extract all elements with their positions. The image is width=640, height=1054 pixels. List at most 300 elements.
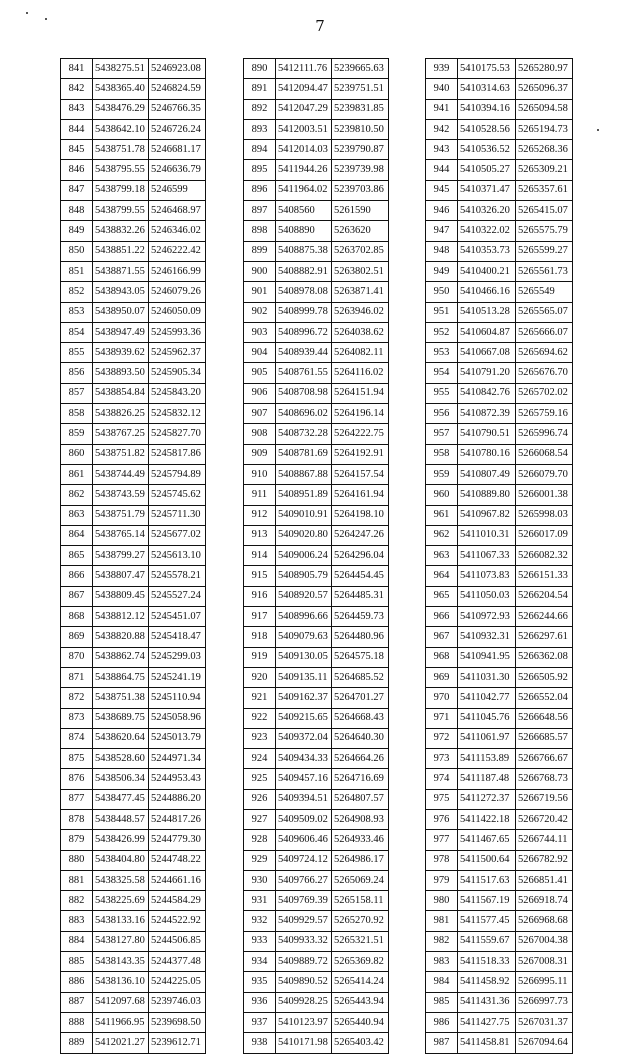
table-row — [426, 99, 573, 119]
x-coordinate-cell: 5409372.04 — [276, 728, 332, 748]
table-row — [61, 931, 206, 951]
y-coordinate-cell: 5266001.38 — [516, 485, 573, 505]
table-row — [426, 343, 573, 363]
table-row — [61, 850, 206, 870]
point-number-cell: 871 — [61, 667, 93, 687]
point-number-cell: 982 — [426, 931, 458, 951]
x-coordinate-cell: 5408890 — [276, 221, 332, 241]
x-coordinate-cell: 5412014.03 — [276, 140, 332, 160]
point-number-cell: 916 — [244, 586, 276, 606]
y-coordinate-cell: 5266082.32 — [516, 546, 573, 566]
x-coordinate-cell: 5410123.97 — [276, 1012, 332, 1032]
table-row — [426, 850, 573, 870]
x-coordinate-cell: 5438127.80 — [93, 931, 149, 951]
y-coordinate-cell: 5246346.02 — [149, 221, 206, 241]
point-number-cell: 949 — [426, 261, 458, 281]
point-number-cell: 921 — [244, 688, 276, 708]
table-row — [426, 1033, 573, 1053]
y-coordinate-cell: 5245962.37 — [149, 343, 206, 363]
x-coordinate-cell: 5410790.51 — [458, 424, 516, 444]
point-number-cell: 856 — [61, 363, 93, 383]
point-number-cell: 939 — [426, 59, 458, 79]
y-coordinate-cell: 5244584.29 — [149, 891, 206, 911]
point-number-cell: 915 — [244, 566, 276, 586]
x-coordinate-cell: 5438136.10 — [93, 972, 149, 992]
x-coordinate-cell: 5410807.49 — [458, 464, 516, 484]
table-row — [244, 870, 389, 890]
point-number-cell: 967 — [426, 627, 458, 647]
point-number-cell: 953 — [426, 343, 458, 363]
y-coordinate-cell: 5245832.12 — [149, 404, 206, 424]
x-coordinate-cell: 5411431.36 — [458, 992, 516, 1012]
table-row — [244, 363, 389, 383]
table-row — [61, 363, 206, 383]
point-number-cell: 981 — [426, 911, 458, 931]
y-coordinate-cell: 5261590 — [332, 201, 389, 221]
table-row — [61, 505, 206, 525]
table-row — [426, 749, 573, 769]
y-coordinate-cell: 5265561.73 — [516, 261, 573, 281]
table-row — [426, 688, 573, 708]
y-coordinate-cell: 5246079.26 — [149, 282, 206, 302]
x-coordinate-cell: 5410326.20 — [458, 201, 516, 221]
table-row — [61, 667, 206, 687]
table-row — [61, 383, 206, 403]
x-coordinate-cell: 5438851.22 — [93, 241, 149, 261]
x-coordinate-cell: 5410171.98 — [276, 1033, 332, 1053]
table-row — [426, 404, 573, 424]
x-coordinate-cell: 5438767.25 — [93, 424, 149, 444]
y-coordinate-cell: 5264807.57 — [332, 789, 389, 809]
table-row — [61, 607, 206, 627]
x-coordinate-cell: 5438448.57 — [93, 809, 149, 829]
point-number-cell: 877 — [61, 789, 93, 809]
table-row — [244, 667, 389, 687]
x-coordinate-cell: 5412111.76 — [276, 59, 332, 79]
point-number-cell: 983 — [426, 952, 458, 972]
x-coordinate-cell: 5410872.39 — [458, 404, 516, 424]
table-row — [244, 424, 389, 444]
y-coordinate-cell: 5265694.62 — [516, 343, 573, 363]
table-row — [244, 688, 389, 708]
y-coordinate-cell: 5264716.69 — [332, 769, 389, 789]
point-number-cell: 851 — [61, 261, 93, 281]
x-coordinate-cell: 5410941.95 — [458, 647, 516, 667]
y-coordinate-cell: 5264161.94 — [332, 485, 389, 505]
point-number-cell: 845 — [61, 140, 93, 160]
table-row — [61, 221, 206, 241]
point-number-cell: 898 — [244, 221, 276, 241]
scan-speck — [26, 12, 28, 14]
scan-speck — [45, 18, 47, 20]
table-row — [244, 322, 389, 342]
point-number-cell: 987 — [426, 1033, 458, 1053]
x-coordinate-cell: 5411045.76 — [458, 708, 516, 728]
table-row — [426, 972, 573, 992]
x-coordinate-cell: 5409020.80 — [276, 525, 332, 545]
point-number-cell: 844 — [61, 119, 93, 139]
x-coordinate-cell: 5410667.08 — [458, 343, 516, 363]
table-row — [426, 302, 573, 322]
x-coordinate-cell: 5410353.73 — [458, 241, 516, 261]
x-coordinate-cell: 5438528.60 — [93, 749, 149, 769]
point-number-cell: 923 — [244, 728, 276, 748]
table-row — [426, 282, 573, 302]
y-coordinate-cell: 5245110.94 — [149, 688, 206, 708]
table-row — [61, 891, 206, 911]
y-coordinate-cell: 5245993.36 — [149, 322, 206, 342]
y-coordinate-cell: 5265759.16 — [516, 404, 573, 424]
table-row — [426, 140, 573, 160]
point-number-cell: 859 — [61, 424, 93, 444]
y-coordinate-cell: 5264454.45 — [332, 566, 389, 586]
point-number-cell: 940 — [426, 79, 458, 99]
table-row — [244, 1012, 389, 1032]
table-row — [244, 383, 389, 403]
x-coordinate-cell: 5408761.55 — [276, 363, 332, 383]
y-coordinate-cell: 5265403.42 — [332, 1033, 389, 1053]
x-coordinate-cell: 5411517.63 — [458, 870, 516, 890]
table-row — [244, 201, 389, 221]
x-coordinate-cell: 5411073.83 — [458, 566, 516, 586]
y-coordinate-cell: 5246222.42 — [149, 241, 206, 261]
x-coordinate-cell: 5409215.65 — [276, 708, 332, 728]
y-coordinate-cell: 5246726.24 — [149, 119, 206, 139]
x-coordinate-cell: 5411153.89 — [458, 749, 516, 769]
y-coordinate-cell: 5265702.02 — [516, 383, 573, 403]
point-number-cell: 964 — [426, 566, 458, 586]
y-coordinate-cell: 5263620 — [332, 221, 389, 241]
y-coordinate-cell: 5246166.99 — [149, 261, 206, 281]
table-row — [244, 627, 389, 647]
point-number-cell: 944 — [426, 160, 458, 180]
y-coordinate-cell: 5266017.09 — [516, 525, 573, 545]
table-row — [61, 546, 206, 566]
table-row — [426, 546, 573, 566]
y-coordinate-cell: 5266744.11 — [516, 830, 573, 850]
x-coordinate-cell: 5410536.52 — [458, 140, 516, 160]
y-coordinate-cell: 5264192.91 — [332, 444, 389, 464]
y-coordinate-cell: 5266505.92 — [516, 667, 573, 687]
y-coordinate-cell: 5266244.66 — [516, 607, 573, 627]
y-coordinate-cell: 5246824.59 — [149, 79, 206, 99]
x-coordinate-cell: 5438426.99 — [93, 830, 149, 850]
table-row — [426, 59, 573, 79]
point-number-cell: 897 — [244, 201, 276, 221]
y-coordinate-cell: 5265549 — [516, 282, 573, 302]
y-coordinate-cell: 5267094.64 — [516, 1033, 573, 1053]
x-coordinate-cell: 5411272.37 — [458, 789, 516, 809]
x-coordinate-cell: 5438365.40 — [93, 79, 149, 99]
x-coordinate-cell: 5411966.95 — [93, 1012, 149, 1032]
x-coordinate-cell: 5408875.38 — [276, 241, 332, 261]
y-coordinate-cell: 5246599 — [149, 180, 206, 200]
table-row — [244, 992, 389, 1012]
y-coordinate-cell: 5265268.36 — [516, 140, 573, 160]
y-coordinate-cell: 5265440.94 — [332, 1012, 389, 1032]
point-number-cell: 843 — [61, 99, 93, 119]
point-number-cell: 893 — [244, 119, 276, 139]
table-row — [426, 769, 573, 789]
point-number-cell: 894 — [244, 140, 276, 160]
y-coordinate-cell: 5265415.07 — [516, 201, 573, 221]
point-number-cell: 866 — [61, 566, 93, 586]
point-number-cell: 947 — [426, 221, 458, 241]
table-row — [426, 627, 573, 647]
x-coordinate-cell: 5408920.57 — [276, 586, 332, 606]
table-row — [244, 119, 389, 139]
table-row — [244, 505, 389, 525]
y-coordinate-cell: 5265414.24 — [332, 972, 389, 992]
x-coordinate-cell: 5409929.57 — [276, 911, 332, 931]
x-coordinate-cell: 5409457.16 — [276, 769, 332, 789]
table-row — [61, 444, 206, 464]
y-coordinate-cell: 5245241.19 — [149, 667, 206, 687]
x-coordinate-cell: 5438795.55 — [93, 160, 149, 180]
x-coordinate-cell: 5438143.35 — [93, 952, 149, 972]
y-coordinate-cell: 5264198.10 — [332, 505, 389, 525]
x-coordinate-cell: 5411458.92 — [458, 972, 516, 992]
point-number-cell: 863 — [61, 505, 93, 525]
x-coordinate-cell: 5409769.39 — [276, 891, 332, 911]
x-coordinate-cell: 5408939.44 — [276, 343, 332, 363]
y-coordinate-cell: 5264082.11 — [332, 343, 389, 363]
x-coordinate-cell: 5409394.51 — [276, 789, 332, 809]
table-row — [61, 911, 206, 931]
y-coordinate-cell: 5265998.03 — [516, 505, 573, 525]
point-number-cell: 888 — [61, 1012, 93, 1032]
y-coordinate-cell: 5245843.20 — [149, 383, 206, 403]
point-number-cell: 962 — [426, 525, 458, 545]
y-coordinate-cell: 5266995.11 — [516, 972, 573, 992]
table-row — [61, 688, 206, 708]
y-coordinate-cell: 5245677.02 — [149, 525, 206, 545]
x-coordinate-cell: 5412047.29 — [276, 99, 332, 119]
x-coordinate-cell: 5410780.16 — [458, 444, 516, 464]
table-row — [244, 952, 389, 972]
x-coordinate-cell: 5409006.24 — [276, 546, 332, 566]
point-number-cell: 930 — [244, 870, 276, 890]
table-row — [61, 525, 206, 545]
point-number-cell: 946 — [426, 201, 458, 221]
y-coordinate-cell: 5245451.07 — [149, 607, 206, 627]
y-coordinate-cell: 5264157.54 — [332, 464, 389, 484]
table-row — [426, 241, 573, 261]
y-coordinate-cell: 5266204.54 — [516, 586, 573, 606]
point-number-cell: 868 — [61, 607, 93, 627]
x-coordinate-cell: 5438744.49 — [93, 464, 149, 484]
table-row — [244, 647, 389, 667]
x-coordinate-cell: 5411067.33 — [458, 546, 516, 566]
point-number-cell: 860 — [61, 444, 93, 464]
table-row — [244, 525, 389, 545]
point-number-cell: 950 — [426, 282, 458, 302]
table-row — [426, 789, 573, 809]
point-number-cell: 865 — [61, 546, 93, 566]
y-coordinate-cell: 5245299.03 — [149, 647, 206, 667]
table-row — [61, 302, 206, 322]
y-coordinate-cell: 5244886.20 — [149, 789, 206, 809]
point-number-cell: 918 — [244, 627, 276, 647]
table-row — [61, 627, 206, 647]
table-row — [244, 282, 389, 302]
table-row — [61, 769, 206, 789]
x-coordinate-cell: 5408867.88 — [276, 464, 332, 484]
table-row — [244, 728, 389, 748]
x-coordinate-cell: 5411010.31 — [458, 525, 516, 545]
table-row — [244, 485, 389, 505]
point-number-cell: 966 — [426, 607, 458, 627]
table-row — [244, 302, 389, 322]
table-row — [244, 241, 389, 261]
table-row — [61, 282, 206, 302]
table-row — [244, 180, 389, 200]
point-number-cell: 925 — [244, 769, 276, 789]
y-coordinate-cell: 5265676.70 — [516, 363, 573, 383]
point-number-cell: 884 — [61, 931, 93, 951]
point-number-cell: 957 — [426, 424, 458, 444]
table-row — [426, 728, 573, 748]
y-coordinate-cell: 5267008.31 — [516, 952, 573, 972]
table-row — [426, 891, 573, 911]
x-coordinate-cell: 5438325.58 — [93, 870, 149, 890]
x-coordinate-cell: 5408978.08 — [276, 282, 332, 302]
point-number-cell: 932 — [244, 911, 276, 931]
table-row — [61, 343, 206, 363]
y-coordinate-cell: 5264575.18 — [332, 647, 389, 667]
point-number-cell: 985 — [426, 992, 458, 1012]
x-coordinate-cell: 5410400.21 — [458, 261, 516, 281]
point-number-cell: 886 — [61, 972, 93, 992]
y-coordinate-cell: 5264685.52 — [332, 667, 389, 687]
point-number-cell: 842 — [61, 79, 93, 99]
y-coordinate-cell: 5265096.37 — [516, 79, 573, 99]
point-number-cell: 914 — [244, 546, 276, 566]
y-coordinate-cell: 5245418.47 — [149, 627, 206, 647]
y-coordinate-cell: 5245745.62 — [149, 485, 206, 505]
y-coordinate-cell: 5265094.58 — [516, 99, 573, 119]
point-number-cell: 892 — [244, 99, 276, 119]
point-number-cell: 935 — [244, 972, 276, 992]
point-number-cell: 968 — [426, 647, 458, 667]
table-row — [244, 749, 389, 769]
point-number-cell: 951 — [426, 302, 458, 322]
y-coordinate-cell: 5265443.94 — [332, 992, 389, 1012]
x-coordinate-cell: 5438765.14 — [93, 525, 149, 545]
y-coordinate-cell: 5266997.73 — [516, 992, 573, 1012]
point-number-cell: 961 — [426, 505, 458, 525]
x-coordinate-cell: 5411467.65 — [458, 830, 516, 850]
y-coordinate-cell: 5244522.92 — [149, 911, 206, 931]
table-row — [244, 708, 389, 728]
x-coordinate-cell: 5438751.82 — [93, 444, 149, 464]
point-number-cell: 941 — [426, 99, 458, 119]
y-coordinate-cell: 5245905.34 — [149, 363, 206, 383]
x-coordinate-cell: 5438689.75 — [93, 708, 149, 728]
y-coordinate-cell: 5264038.62 — [332, 322, 389, 342]
x-coordinate-cell: 5438477.45 — [93, 789, 149, 809]
table-row — [61, 952, 206, 972]
table-row — [61, 809, 206, 829]
table-row — [244, 809, 389, 829]
y-coordinate-cell: 5265158.11 — [332, 891, 389, 911]
table-row — [61, 830, 206, 850]
y-coordinate-cell: 5244817.26 — [149, 809, 206, 829]
x-coordinate-cell: 5409889.72 — [276, 952, 332, 972]
table-row — [426, 201, 573, 221]
x-coordinate-cell: 5411458.81 — [458, 1033, 516, 1053]
x-coordinate-cell: 5438743.59 — [93, 485, 149, 505]
point-number-cell: 972 — [426, 728, 458, 748]
point-number-cell: 870 — [61, 647, 93, 667]
x-coordinate-cell: 5409928.25 — [276, 992, 332, 1012]
x-coordinate-cell: 5438506.34 — [93, 769, 149, 789]
table-row — [244, 221, 389, 241]
point-number-cell: 913 — [244, 525, 276, 545]
table-row — [61, 485, 206, 505]
x-coordinate-cell: 5411050.03 — [458, 586, 516, 606]
y-coordinate-cell: 5265575.79 — [516, 221, 573, 241]
point-number-cell: 876 — [61, 769, 93, 789]
x-coordinate-cell: 5438871.55 — [93, 261, 149, 281]
table-row — [61, 789, 206, 809]
table-row — [244, 160, 389, 180]
table-row — [61, 404, 206, 424]
point-number-cell: 955 — [426, 383, 458, 403]
table-row — [426, 444, 573, 464]
table-row — [61, 566, 206, 586]
point-number-cell: 965 — [426, 586, 458, 606]
table-row — [426, 79, 573, 99]
table-row — [244, 1033, 389, 1053]
y-coordinate-cell: 5244225.05 — [149, 972, 206, 992]
y-coordinate-cell: 5265270.92 — [332, 911, 389, 931]
table-row — [61, 201, 206, 221]
y-coordinate-cell: 5266079.70 — [516, 464, 573, 484]
table-row — [426, 464, 573, 484]
y-coordinate-cell: 5263871.41 — [332, 282, 389, 302]
point-number-cell: 861 — [61, 464, 93, 484]
table-row — [61, 322, 206, 342]
x-coordinate-cell: 5438404.80 — [93, 850, 149, 870]
point-number-cell: 952 — [426, 322, 458, 342]
point-number-cell: 980 — [426, 891, 458, 911]
table-row — [426, 667, 573, 687]
y-coordinate-cell: 5266851.41 — [516, 870, 573, 890]
y-coordinate-cell: 5265194.73 — [516, 119, 573, 139]
y-coordinate-cell: 5267004.38 — [516, 931, 573, 951]
x-coordinate-cell: 5438950.07 — [93, 302, 149, 322]
y-coordinate-cell: 5239665.63 — [332, 59, 389, 79]
x-coordinate-cell: 5411427.75 — [458, 1012, 516, 1032]
table-row — [426, 160, 573, 180]
y-coordinate-cell: 5265599.27 — [516, 241, 573, 261]
table-row — [426, 485, 573, 505]
y-coordinate-cell: 5264640.30 — [332, 728, 389, 748]
y-coordinate-cell: 5265069.24 — [332, 870, 389, 890]
table-row — [426, 931, 573, 951]
y-coordinate-cell: 5266552.04 — [516, 688, 573, 708]
point-number-cell: 903 — [244, 322, 276, 342]
x-coordinate-cell: 5411964.02 — [276, 180, 332, 200]
x-coordinate-cell: 5409434.33 — [276, 749, 332, 769]
table-row — [426, 1012, 573, 1032]
point-number-cell: 852 — [61, 282, 93, 302]
point-number-cell: 954 — [426, 363, 458, 383]
table-row — [61, 972, 206, 992]
point-number-cell: 882 — [61, 891, 93, 911]
point-number-cell: 912 — [244, 505, 276, 525]
